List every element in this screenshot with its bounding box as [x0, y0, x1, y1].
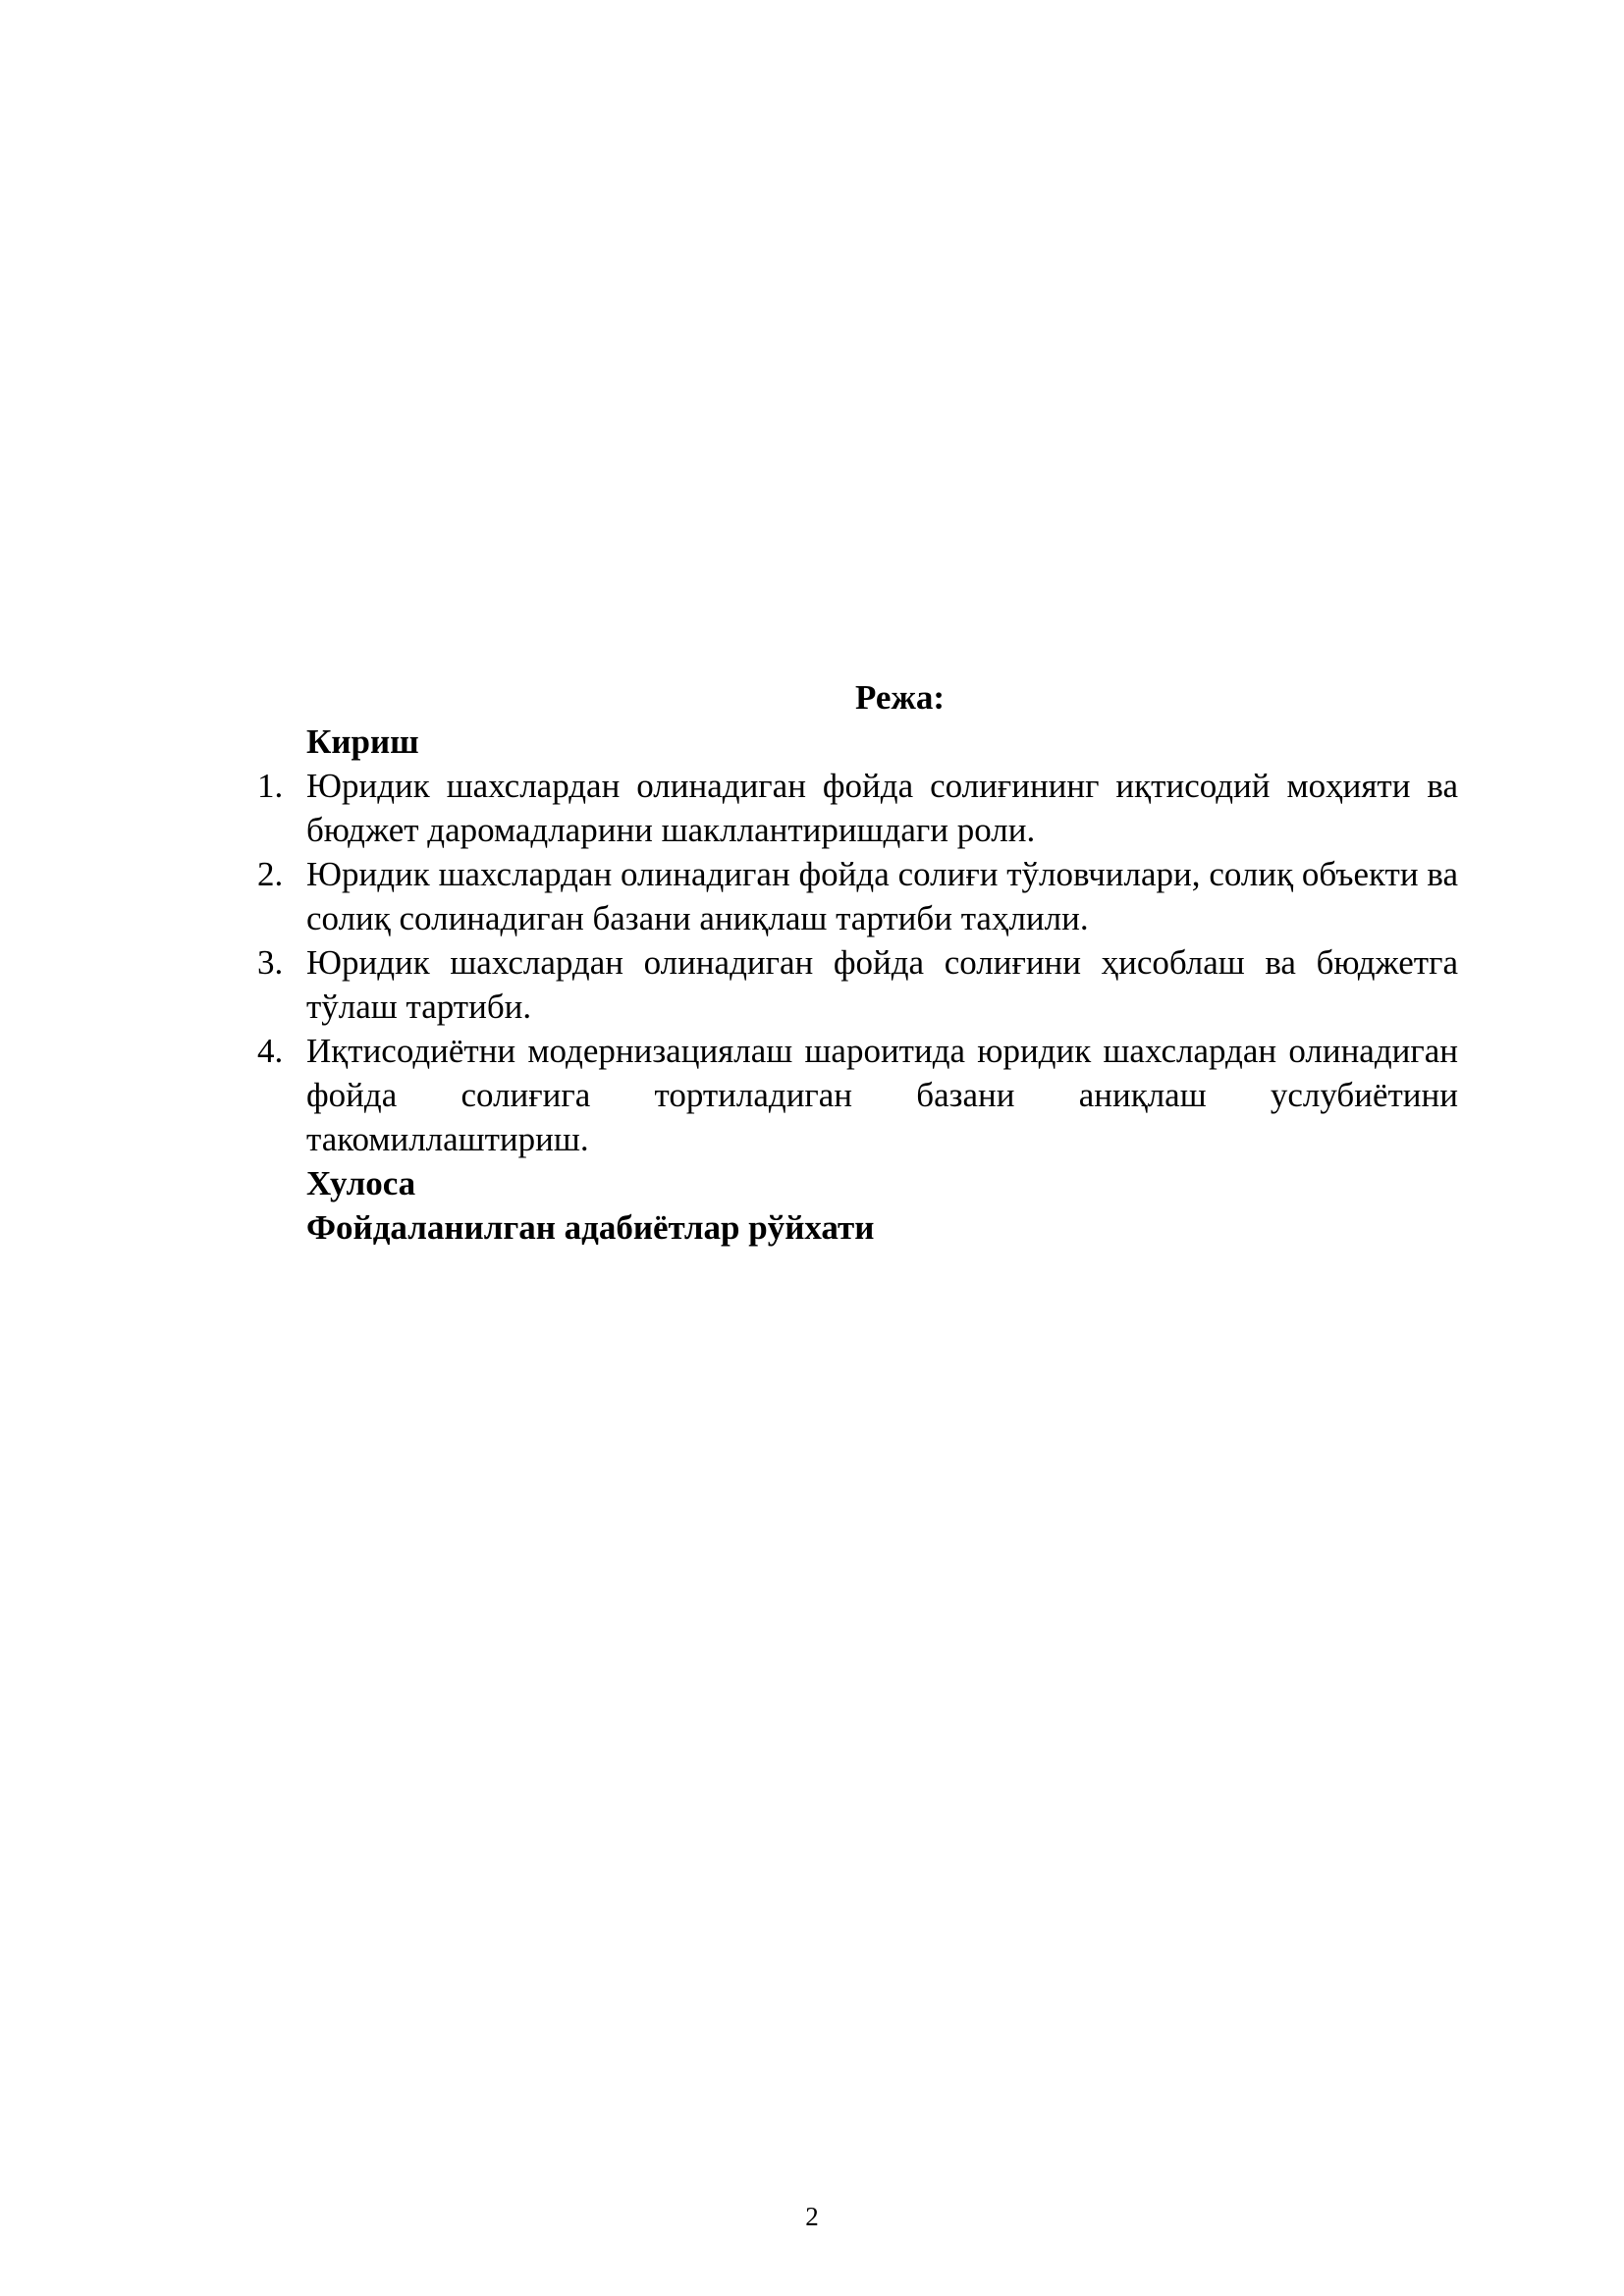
plan-item-number: 4.	[257, 1032, 284, 1070]
plan-item-3	[248, 940, 1458, 1029]
plan-list	[248, 764, 1458, 1161]
plan-item-number: 3.	[257, 943, 284, 982]
plan-title: Режа:	[855, 678, 945, 717]
plan-item-4	[248, 1029, 1458, 1161]
plan-item-2	[248, 852, 1458, 940]
plan-item-1	[248, 764, 1458, 852]
page-number: 2	[805, 2202, 819, 2231]
plan-item-text: Юридик шахслардан олинадиган фойда солиғини ҳисоблаш ва бюджетга тўлаш тартиби.	[306, 943, 1458, 1026]
references-heading: Фойдаланилган адабиётлар рўйхати	[306, 1208, 875, 1247]
conclusion-heading: Хулоса	[306, 1164, 416, 1202]
plan-item-text: Юридик шахслардан олинадиган фойда солиғи тўловчилари, солиқ объекти ва солиқ солинадиган базани аниқлаш тартиби таҳлили.	[306, 855, 1458, 937]
plan-item-number: 2.	[257, 855, 284, 893]
plan-item-text: Иқтисодиётни модернизациялаш шароитида юридик шахслардан олинадиган фойда солиғига тортиладиган базани аниқлаш услубиётини такомиллаштириш.	[306, 1032, 1458, 1158]
plan-item-number: 1.	[257, 767, 284, 805]
plan-section	[248, 675, 1458, 1250]
intro-heading: Кириш	[306, 722, 419, 761]
plan-item-text: Юридик шахслардан олинадиган фойда солиғининг иқтисодий моҳияти ва бюджет даромадларини шакллантиришдаги роли.	[306, 767, 1458, 849]
